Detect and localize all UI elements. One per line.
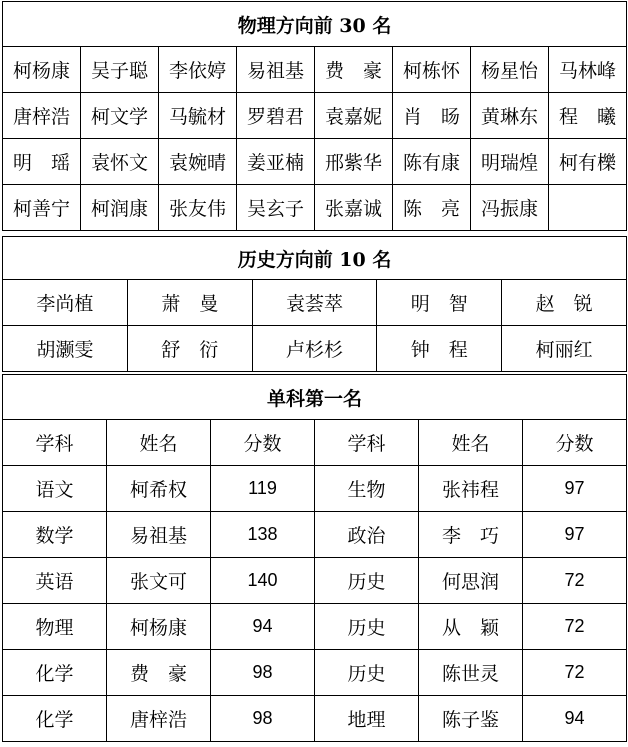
student-name-cell: 陈有康 [393,139,471,185]
table-cell: 历史 [315,558,419,604]
table-cell: 唐梓浩 [107,696,211,742]
table-cell: 张祎程 [419,466,523,512]
table-row [3,280,627,326]
student-name-cell: 袁嘉妮 [315,93,393,139]
table-cell: 费 豪 [107,650,211,696]
student-name-cell: 费 豪 [315,47,393,93]
table-cell: 英语 [3,558,107,604]
table-cell: 历史 [315,650,419,696]
column-header: 姓名 [419,420,523,466]
student-name-cell: 柯丽红 [502,326,627,372]
student-name-cell: 李尚植 [3,280,128,326]
student-name-cell: 明 瑶 [3,139,81,185]
column-header: 学科 [315,420,419,466]
column-header: 姓名 [107,420,211,466]
table-cell: 119 [211,466,315,512]
table-cell: 陈子鉴 [419,696,523,742]
table-cell: 72 [523,650,627,696]
table-cell: 从 颖 [419,604,523,650]
table-row [3,604,627,650]
single-subject-top-table [2,374,627,742]
student-name-cell: 吴子聪 [81,47,159,93]
student-name-cell: 明瑞煌 [471,139,549,185]
student-name-cell: 钟 程 [377,326,502,372]
table-cell: 张文可 [107,558,211,604]
table-cell: 柯希权 [107,466,211,512]
table-cell: 何思润 [419,558,523,604]
student-name-cell: 李依婷 [159,47,237,93]
physics-title: 物理方向前 30 名 [3,2,627,47]
history-top10-table [2,236,627,372]
table-row [3,466,627,512]
student-name-cell: 杨星怡 [471,47,549,93]
single-title: 单科第一名 [3,375,627,420]
table-cell: 易祖基 [107,512,211,558]
table-cell: 140 [211,558,315,604]
column-header: 分数 [523,420,627,466]
student-name-cell: 舒 衍 [127,326,252,372]
table-row [3,512,627,558]
student-name-cell: 吴玄子 [237,185,315,231]
student-name-cell: 马毓材 [159,93,237,139]
table-cell: 物理 [3,604,107,650]
table-row [3,139,627,185]
student-name-cell: 张嘉诚 [315,185,393,231]
table-cell: 94 [523,696,627,742]
student-name-cell: 肖 旸 [393,93,471,139]
student-name-cell: 柯有櫟 [549,139,627,185]
table-row [3,558,627,604]
table-cell: 94 [211,604,315,650]
table-cell: 生物 [315,466,419,512]
table-cell: 72 [523,558,627,604]
student-name-cell: 张友伟 [159,185,237,231]
table-cell: 化学 [3,696,107,742]
history-title: 历史方向前 10 名 [3,237,627,280]
student-name-cell: 胡灏雯 [3,326,128,372]
student-name-cell: 唐梓浩 [3,93,81,139]
student-name-cell: 柯善宁 [3,185,81,231]
column-header: 学科 [3,420,107,466]
student-name-cell: 柯杨康 [3,47,81,93]
student-name-cell: 姜亚楠 [237,139,315,185]
table-cell: 138 [211,512,315,558]
table-row [3,650,627,696]
table-cell: 地理 [315,696,419,742]
student-name-cell: 萧 曼 [127,280,252,326]
table-cell: 化学 [3,650,107,696]
table-row [3,696,627,742]
table-row [3,326,627,372]
student-name-cell: 袁婉晴 [159,139,237,185]
student-name-cell: 程 曦 [549,93,627,139]
student-name-cell: 赵 锐 [502,280,627,326]
table-row [3,185,627,231]
student-name-cell: 易祖基 [237,47,315,93]
student-name-cell: 柯栋怀 [393,47,471,93]
column-header: 分数 [211,420,315,466]
student-name-cell: 明 智 [377,280,502,326]
table-cell: 语文 [3,466,107,512]
table-cell: 历史 [315,604,419,650]
table-cell: 柯杨康 [107,604,211,650]
student-name-cell: 冯振康 [471,185,549,231]
student-name-cell: 袁荟萃 [252,280,377,326]
student-name-cell: 马林峰 [549,47,627,93]
student-name-cell: 袁怀文 [81,139,159,185]
table-cell: 72 [523,604,627,650]
student-name-cell: 陈 亮 [393,185,471,231]
student-name-cell: 黄琳东 [471,93,549,139]
student-name-cell: 柯文学 [81,93,159,139]
table-row [3,93,627,139]
table-cell: 97 [523,512,627,558]
student-name-cell: 邢紫华 [315,139,393,185]
table-cell: 98 [211,696,315,742]
physics-top30-table [2,1,627,231]
student-name-cell: 罗碧君 [237,93,315,139]
table-cell: 政治 [315,512,419,558]
table-cell: 李 巧 [419,512,523,558]
table-cell: 陈世灵 [419,650,523,696]
student-name-cell [549,185,627,231]
student-name-cell: 柯润康 [81,185,159,231]
table-cell: 98 [211,650,315,696]
table-row [3,47,627,93]
student-name-cell: 卢杉杉 [252,326,377,372]
table-cell: 97 [523,466,627,512]
table-cell: 数学 [3,512,107,558]
table-header-row [3,420,627,466]
